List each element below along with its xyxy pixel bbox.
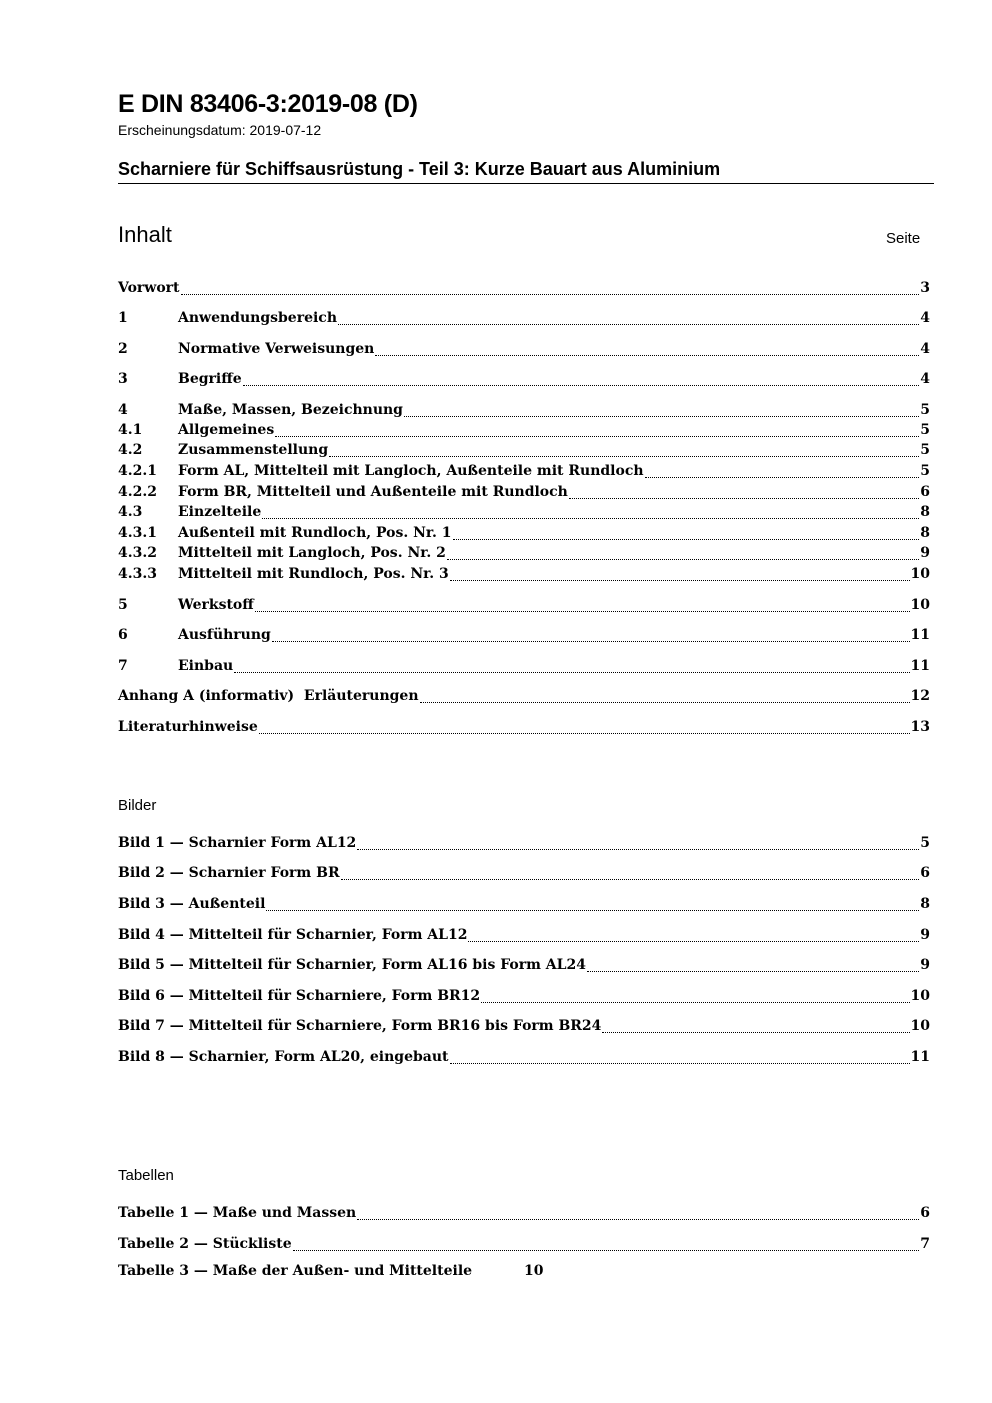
page-column-label: Seite <box>886 230 921 247</box>
toc-entry-number: 4.3 <box>118 504 143 520</box>
leader-dots <box>447 559 919 560</box>
figure-entry-text: Bild 3 — Außenteil <box>118 896 266 912</box>
toc-entry[interactable] <box>118 545 930 565</box>
toc-entry-number: 4.2.1 <box>118 463 157 479</box>
publication-date: Erscheinungsdatum: 2019-07-12 <box>118 122 322 138</box>
toc-entry-text: Werkstoff <box>178 597 254 613</box>
figure-entry-text: Bild 7 — Mittelteil für Scharniere, Form BR16 bis Form BR24 <box>118 1018 602 1034</box>
leader-dots <box>259 733 910 734</box>
leader-dots <box>255 611 910 612</box>
toc-entry-text: Allgemeines <box>178 422 275 438</box>
toc-entry-page: 6 <box>920 484 930 500</box>
toc-entry-vorwort[interactable] <box>118 280 930 300</box>
figure-entry-text: Bild 4 — Mittelteil für Scharnier, Form AL12 <box>118 927 468 943</box>
toc-entry-text: Maße, Massen, Bezeichnung <box>178 402 403 418</box>
toc-entry[interactable] <box>118 566 930 586</box>
tables-heading: Tabellen <box>118 1167 174 1184</box>
toc-entry[interactable] <box>118 627 930 647</box>
toc-entry-text: Zusammenstellung <box>178 442 329 458</box>
toc-entry-number: 7 <box>118 658 128 674</box>
toc-entry-text: Anhang A (informativ) Erläuterungen <box>118 688 419 704</box>
table-entry[interactable] <box>118 1236 930 1256</box>
leader-dots <box>468 941 919 942</box>
figure-entry-page: 9 <box>920 957 930 973</box>
toc-heading: Inhalt <box>118 222 172 247</box>
leader-dots <box>272 641 910 642</box>
leader-dots <box>587 971 919 972</box>
toc-entry[interactable] <box>118 442 930 462</box>
toc-entry-text: Mittelteil mit Langloch, Pos. Nr. 2 <box>178 545 446 561</box>
figure-entry[interactable] <box>118 1049 930 1069</box>
leader-dots <box>181 294 920 295</box>
leader-dots <box>234 672 909 673</box>
toc-entry-page: 11 <box>910 627 930 643</box>
leader-dots <box>338 324 919 325</box>
figure-entry-text: Bild 8 — Scharnier, Form AL20, eingebaut <box>118 1049 449 1065</box>
figure-entry-text: Bild 6 — Mittelteil für Scharniere, Form BR12 <box>118 988 481 1004</box>
document-id: E DIN 83406-3:2019-08 (D) <box>118 90 418 118</box>
leader-dots <box>569 498 919 499</box>
leader-dots <box>453 539 920 540</box>
toc-entry-number: 3 <box>118 371 128 387</box>
toc-entry-number: 4.1 <box>118 422 143 438</box>
leader-dots <box>645 477 920 478</box>
toc-entry-page: 13 <box>910 719 930 735</box>
toc-entry-page: 8 <box>920 525 930 541</box>
table-entry-page: 6 <box>920 1205 930 1221</box>
table-entry-page: 7 <box>920 1236 930 1252</box>
figure-entry-page: 6 <box>920 865 930 881</box>
leader-dots <box>275 436 919 437</box>
toc-entry-page: 8 <box>920 504 930 520</box>
toc-entry-bibliography[interactable] <box>118 719 930 739</box>
figure-entry[interactable] <box>118 835 930 855</box>
toc-entry[interactable] <box>118 341 930 361</box>
toc-entry-number: 1 <box>118 310 128 326</box>
toc-entry-page: 3 <box>920 280 930 296</box>
table-entry-text: Tabelle 3 — Maße der Außen- und Mittelteile <box>118 1263 473 1279</box>
leader-dots <box>357 1219 919 1220</box>
table-entry[interactable] <box>118 1263 930 1283</box>
toc-entry-text: Normative Verweisungen <box>178 341 375 357</box>
toc-entry-text: Mittelteil mit Rundloch, Pos. Nr. 3 <box>178 566 449 582</box>
leader-dots <box>266 910 919 911</box>
leader-dots <box>341 879 920 880</box>
toc-entry-text: Form AL, Mittelteil mit Langloch, Außenteile mit Rundloch <box>178 463 644 479</box>
toc-entry-text: Einzelteile <box>178 504 262 520</box>
toc-entry-number: 4.3.2 <box>118 545 157 561</box>
toc-entry[interactable] <box>118 371 930 391</box>
document-title: Scharniere für Schiffsausrüstung - Teil 3: Kurze Bauart aus Aluminium <box>118 159 721 179</box>
leader-dots <box>262 518 919 519</box>
toc-entry-page: 11 <box>910 658 930 674</box>
table-entry-text: Tabelle 2 — Stückliste <box>118 1236 292 1252</box>
toc-entry-text: Ausführung <box>178 627 271 643</box>
figure-entry-text: Bild 5 — Mittelteil für Scharnier, Form AL16 bis Form AL24 <box>118 957 586 973</box>
toc-entry-text: Form BR, Mittelteil und Außenteile mit Rundloch <box>178 484 568 500</box>
leader-dots <box>243 385 920 386</box>
toc-entry-text: Begriffe <box>178 371 242 387</box>
toc-entry[interactable] <box>118 402 930 422</box>
leader-dots <box>602 1032 909 1033</box>
toc-entry-page: 5 <box>920 422 930 438</box>
table-entry-text: Tabelle 1 — Maße und Massen <box>118 1205 357 1221</box>
leader-dots <box>404 416 919 417</box>
leader-dots <box>450 580 910 581</box>
figure-entry-page: 8 <box>920 896 930 912</box>
figure-entry[interactable] <box>118 865 930 885</box>
toc-entry-number: 4.2 <box>118 442 143 458</box>
toc-entry-text: Literaturhinweise <box>118 719 258 735</box>
toc-entry[interactable] <box>118 463 930 483</box>
toc-entry-number: 4.3.3 <box>118 566 157 582</box>
toc-entry[interactable] <box>118 658 930 678</box>
leader-dots <box>293 1250 920 1251</box>
figure-entry[interactable] <box>118 957 930 977</box>
toc-entry-text: Einbau <box>178 658 234 674</box>
figure-entry-page: 9 <box>920 927 930 943</box>
figure-entry-page: 11 <box>910 1049 930 1065</box>
toc-entry-page: 4 <box>920 310 930 326</box>
figure-entry-text: Bild 1 — Scharnier Form AL12 <box>118 835 357 851</box>
toc-entry-annex[interactable] <box>118 688 930 708</box>
leader-dots <box>375 355 919 356</box>
toc-entry[interactable] <box>118 597 930 617</box>
figure-entry[interactable] <box>118 1018 930 1038</box>
toc-entry-text: Außenteil mit Rundloch, Pos. Nr. 1 <box>178 525 452 541</box>
figure-entry-page: 10 <box>910 1018 930 1034</box>
table-entry-page: 10 <box>524 1263 544 1279</box>
toc-entry-number: 6 <box>118 627 128 643</box>
figure-entry-page: 5 <box>920 835 930 851</box>
figure-entry[interactable] <box>118 896 930 916</box>
figures-heading: Bilder <box>118 797 157 814</box>
toc-entry-page: 5 <box>920 402 930 418</box>
leader-dots <box>357 849 919 850</box>
toc-entry[interactable] <box>118 422 930 442</box>
toc-entry[interactable] <box>118 484 930 504</box>
table-entry[interactable] <box>118 1205 930 1225</box>
toc-entry-number: 2 <box>118 341 128 357</box>
leader-dots <box>450 1063 910 1064</box>
toc-entry-text: Vorwort <box>118 280 180 296</box>
figure-entry-page: 10 <box>910 988 930 1004</box>
toc-entry-page: 9 <box>920 545 930 561</box>
toc-entry-page: 4 <box>920 341 930 357</box>
toc-entry-number: 4 <box>118 402 128 418</box>
toc-entry[interactable] <box>118 310 930 330</box>
title-divider <box>118 183 934 184</box>
toc-entry-page: 5 <box>920 442 930 458</box>
toc-entry-page: 5 <box>920 463 930 479</box>
figure-entry[interactable] <box>118 988 930 1008</box>
figure-entry[interactable] <box>118 927 930 947</box>
figure-entry-text: Bild 2 — Scharnier Form BR <box>118 865 340 881</box>
toc-entry-page: 10 <box>910 597 930 613</box>
toc-entry-page: 12 <box>910 688 930 704</box>
toc-entry-page: 4 <box>920 371 930 387</box>
toc-entry-text: Anwendungsbereich <box>178 310 337 326</box>
toc-entry-number: 5 <box>118 597 128 613</box>
toc-entry-number: 4.2.2 <box>118 484 157 500</box>
toc-entry-page: 10 <box>910 566 930 582</box>
leader-dots <box>481 1002 909 1003</box>
leader-dots <box>420 702 910 703</box>
leader-dots <box>329 456 919 457</box>
toc-entry[interactable] <box>118 504 930 524</box>
toc-entry-number: 4.3.1 <box>118 525 157 541</box>
toc-entry[interactable] <box>118 525 930 545</box>
